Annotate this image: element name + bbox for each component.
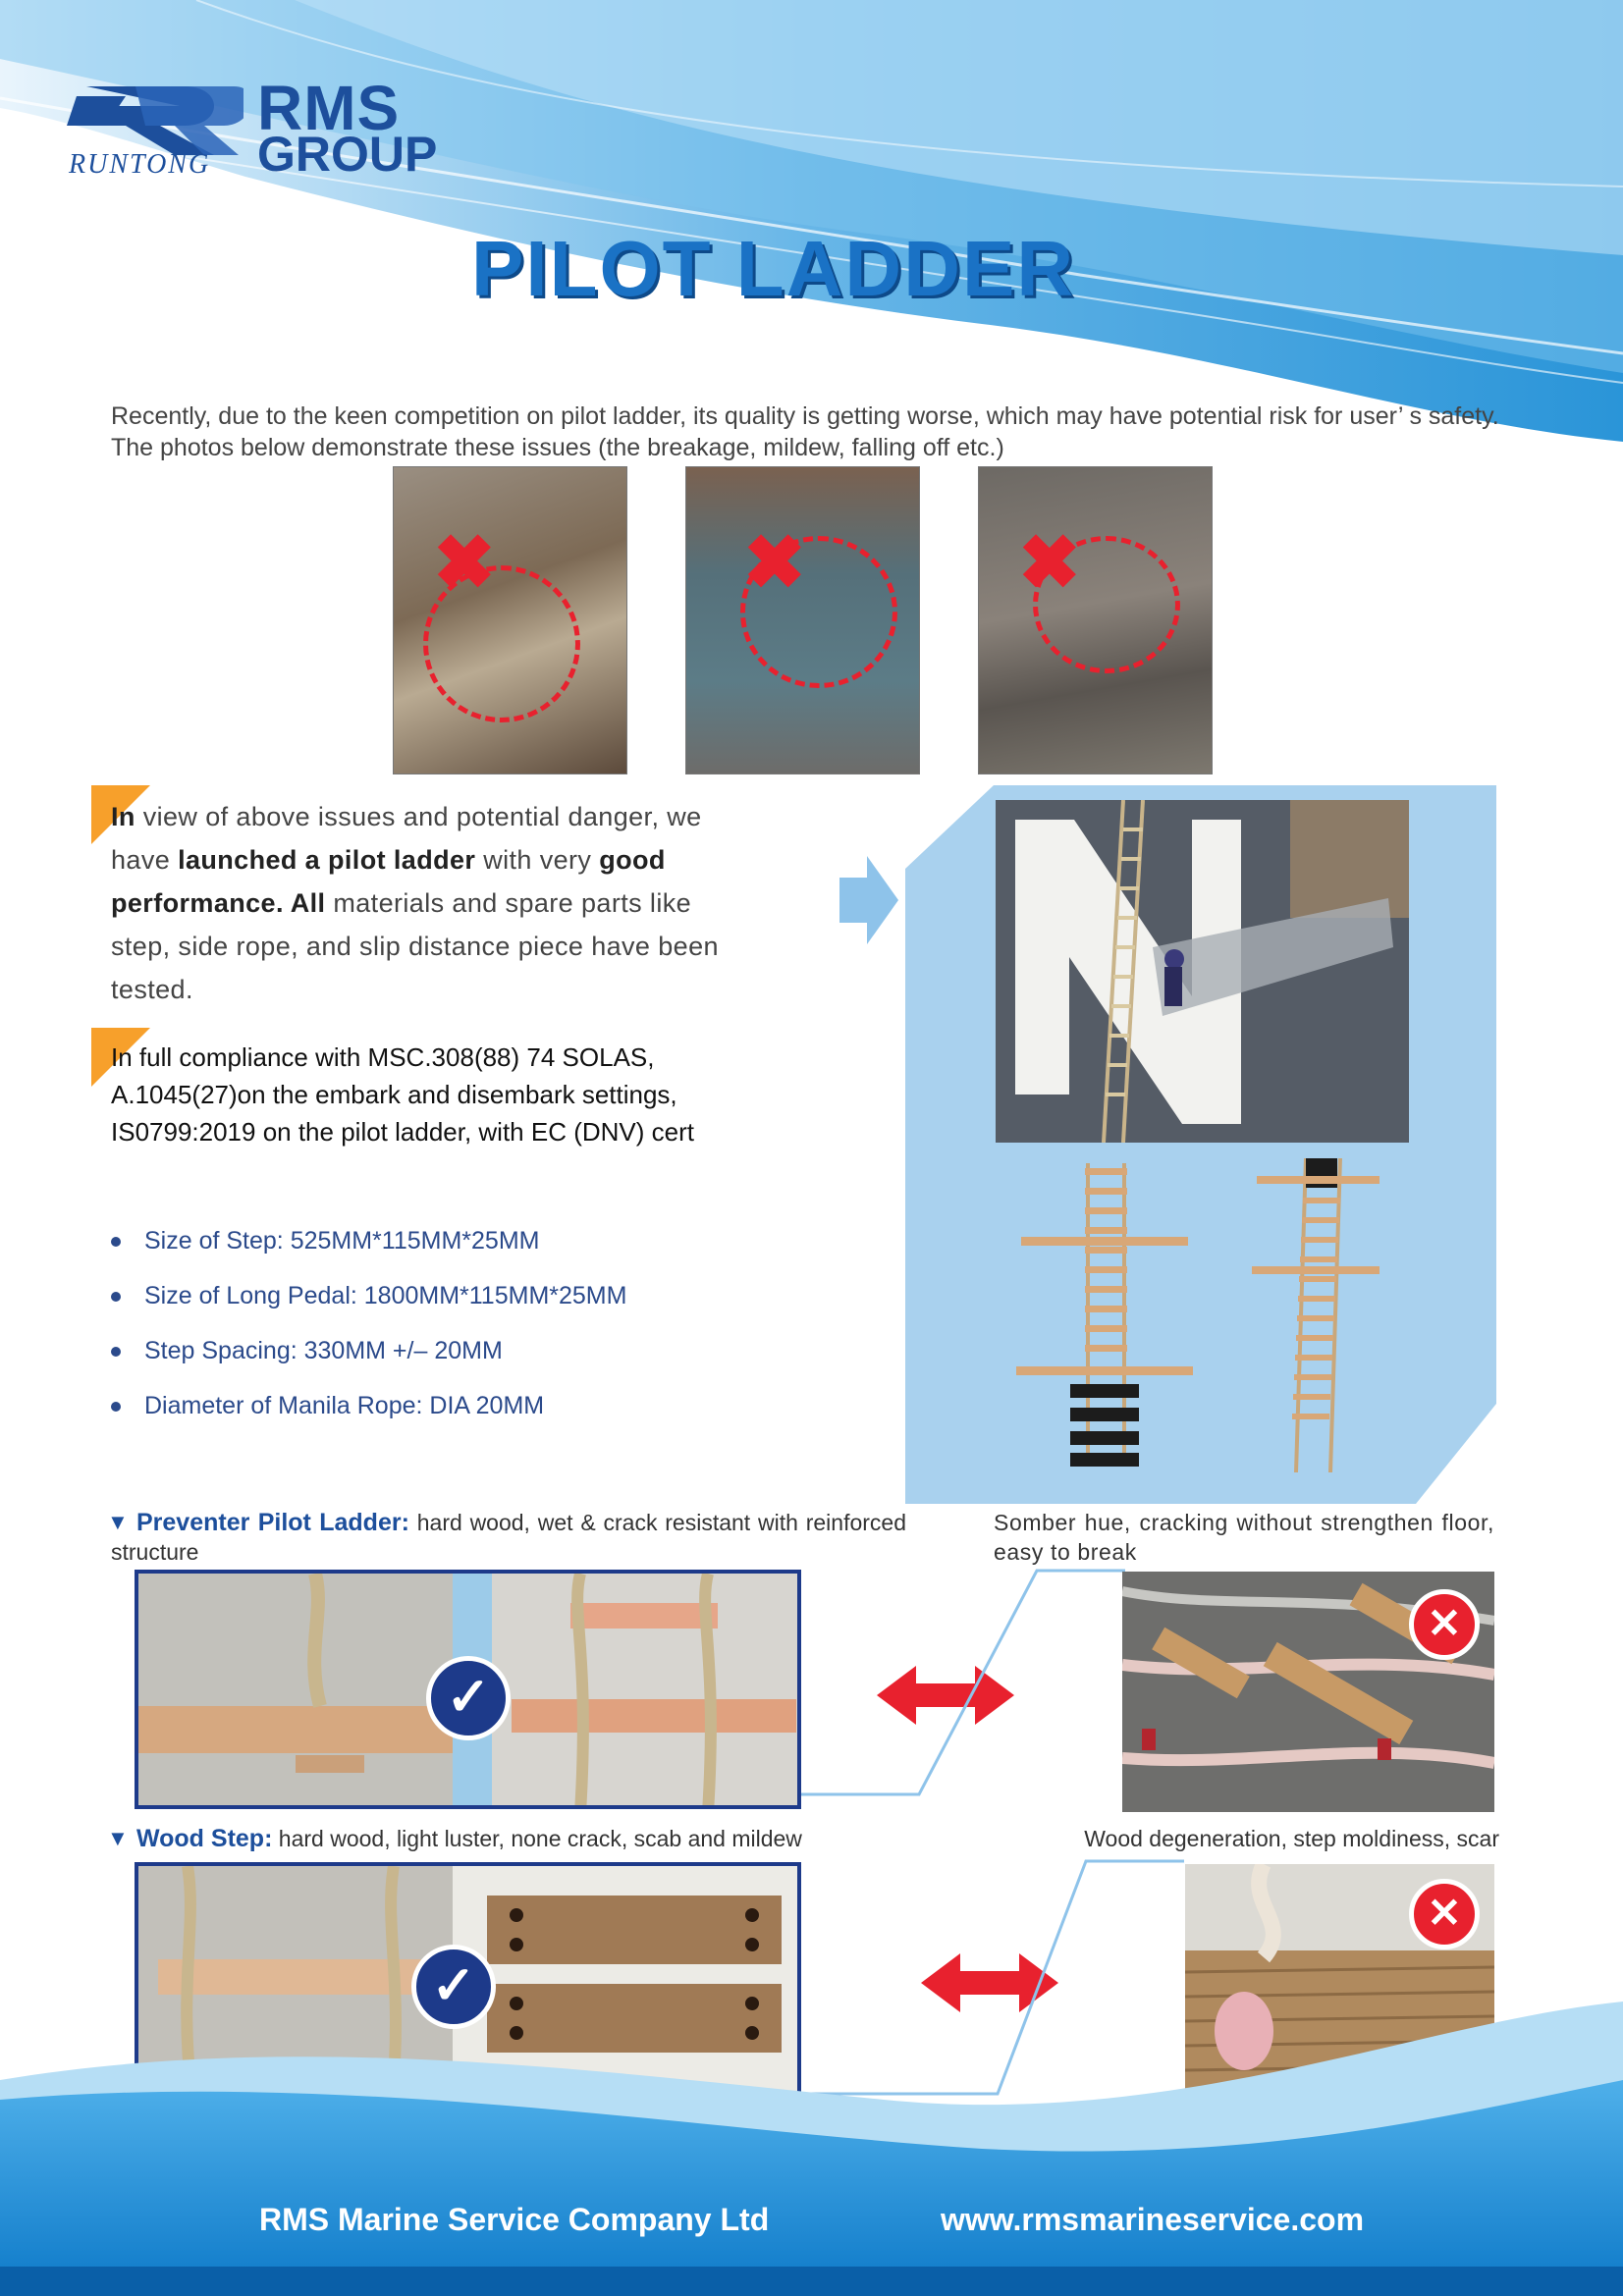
wood-step-label: Wood Step:	[136, 1825, 273, 1852]
paragraph-lead-word: In	[111, 802, 135, 831]
triangle-marker-icon: ▼	[107, 1826, 129, 1850]
preventer-heading	[107, 1508, 906, 1567]
compliance-statement: In full compliance with MSC.308(88) 74 SOLAS, A.1045(27)on the embark and disembark settings, IS0799:2019 on the pilot ladder, with EC (DNV) cert	[111, 1042, 694, 1147]
paragraph-text: materials and spare parts like step, side rope, and slip distance piece have been tested.	[111, 888, 719, 1004]
spec-text: Step Spacing: 330MM +/– 20MM	[144, 1337, 503, 1364]
preventer-description: hard wood, wet & crack resistant with reinforced structure	[111, 1510, 906, 1565]
pilot-climbing-photo	[996, 800, 1409, 1143]
footer-website-link[interactable]: www.rmsmarineservice.com	[941, 2202, 1365, 2237]
logo-group-text: GROUP	[257, 127, 438, 182]
bullet-icon	[111, 1237, 121, 1247]
spec-item	[111, 1227, 539, 1255]
footer-company-name: RMS Marine Service Company Ltd	[259, 2202, 770, 2237]
page-title: PILOT LADDER	[471, 225, 1076, 312]
connector-lines	[801, 1569, 1125, 1804]
logo-runtong-text: RUNTONG	[69, 149, 211, 180]
spec-text: Size of Long Pedal: 1800MM*115MM*25MM	[144, 1282, 627, 1309]
footer-wave-background	[0, 1962, 1623, 2296]
paragraph-text: with very	[475, 845, 600, 875]
triangle-marker-icon: ▼	[107, 1510, 129, 1534]
checkmark-icon: ✓	[411, 1945, 496, 2029]
intro-paragraph: Recently, due to the keen competition on pilot ladder, its quality is getting worse, which may have potential risk for user’ s safety. The photos below demonstrate these issues (the breakage, mildew, falling off etc.)	[111, 402, 1499, 461]
damaged-ladder-photo-2	[685, 466, 920, 774]
spec-text: Diameter of Manila Rope: DIA 20MM	[144, 1392, 545, 1419]
wood-step-description: hard wood, light luster, none crack, scab and mildew	[272, 1826, 802, 1851]
logo-rms-text: RMS	[257, 73, 401, 143]
ladder-left	[1016, 1163, 1193, 1467]
cross-mark-icon: ✖	[743, 521, 806, 605]
spec-text: Size of Step: 525MM*115MM*25MM	[144, 1227, 540, 1255]
performance-paragraph	[111, 795, 749, 1011]
wood-step-heading	[107, 1824, 906, 1853]
bullet-icon	[111, 1347, 121, 1357]
spec-item	[111, 1282, 626, 1310]
cross-mark-icon: ✖	[433, 521, 496, 605]
preventer-label: Preventer Pilot Ladder:	[136, 1509, 409, 1536]
paragraph-emphasis: good performance. All	[111, 845, 666, 918]
bullet-icon	[111, 1292, 121, 1302]
preventer-bad-caption: Somber hue, cracking without strengthen floor, easy to break	[994, 1510, 1494, 1565]
preventer-good-photo	[135, 1570, 801, 1809]
arrow-right-icon	[839, 856, 898, 944]
paragraph-emphasis: launched a pilot ladder	[178, 845, 476, 875]
bullet-icon	[111, 1402, 121, 1412]
damaged-ladder-photo-3	[978, 466, 1213, 774]
spec-item	[111, 1392, 544, 1420]
preventer-bad-photo	[1122, 1572, 1494, 1812]
checkmark-icon: ✓	[426, 1656, 511, 1740]
cross-mark-icon: ✖	[1018, 521, 1081, 605]
ladder-right	[1252, 1158, 1380, 1472]
pilot-ladder-product-photo	[1011, 1158, 1424, 1482]
cross-circle-icon: ✕	[1409, 1589, 1480, 1660]
spec-item	[111, 1337, 503, 1365]
wood-step-bad-caption: Wood degeneration, step moldiness, scar	[1084, 1826, 1499, 1851]
paragraph-text: view of above issues and potential danger, we have	[111, 802, 702, 875]
cross-circle-icon: ✕	[1409, 1879, 1480, 1949]
damaged-ladder-photo-1	[393, 466, 627, 774]
ship-hull-illustration	[996, 800, 1409, 1143]
